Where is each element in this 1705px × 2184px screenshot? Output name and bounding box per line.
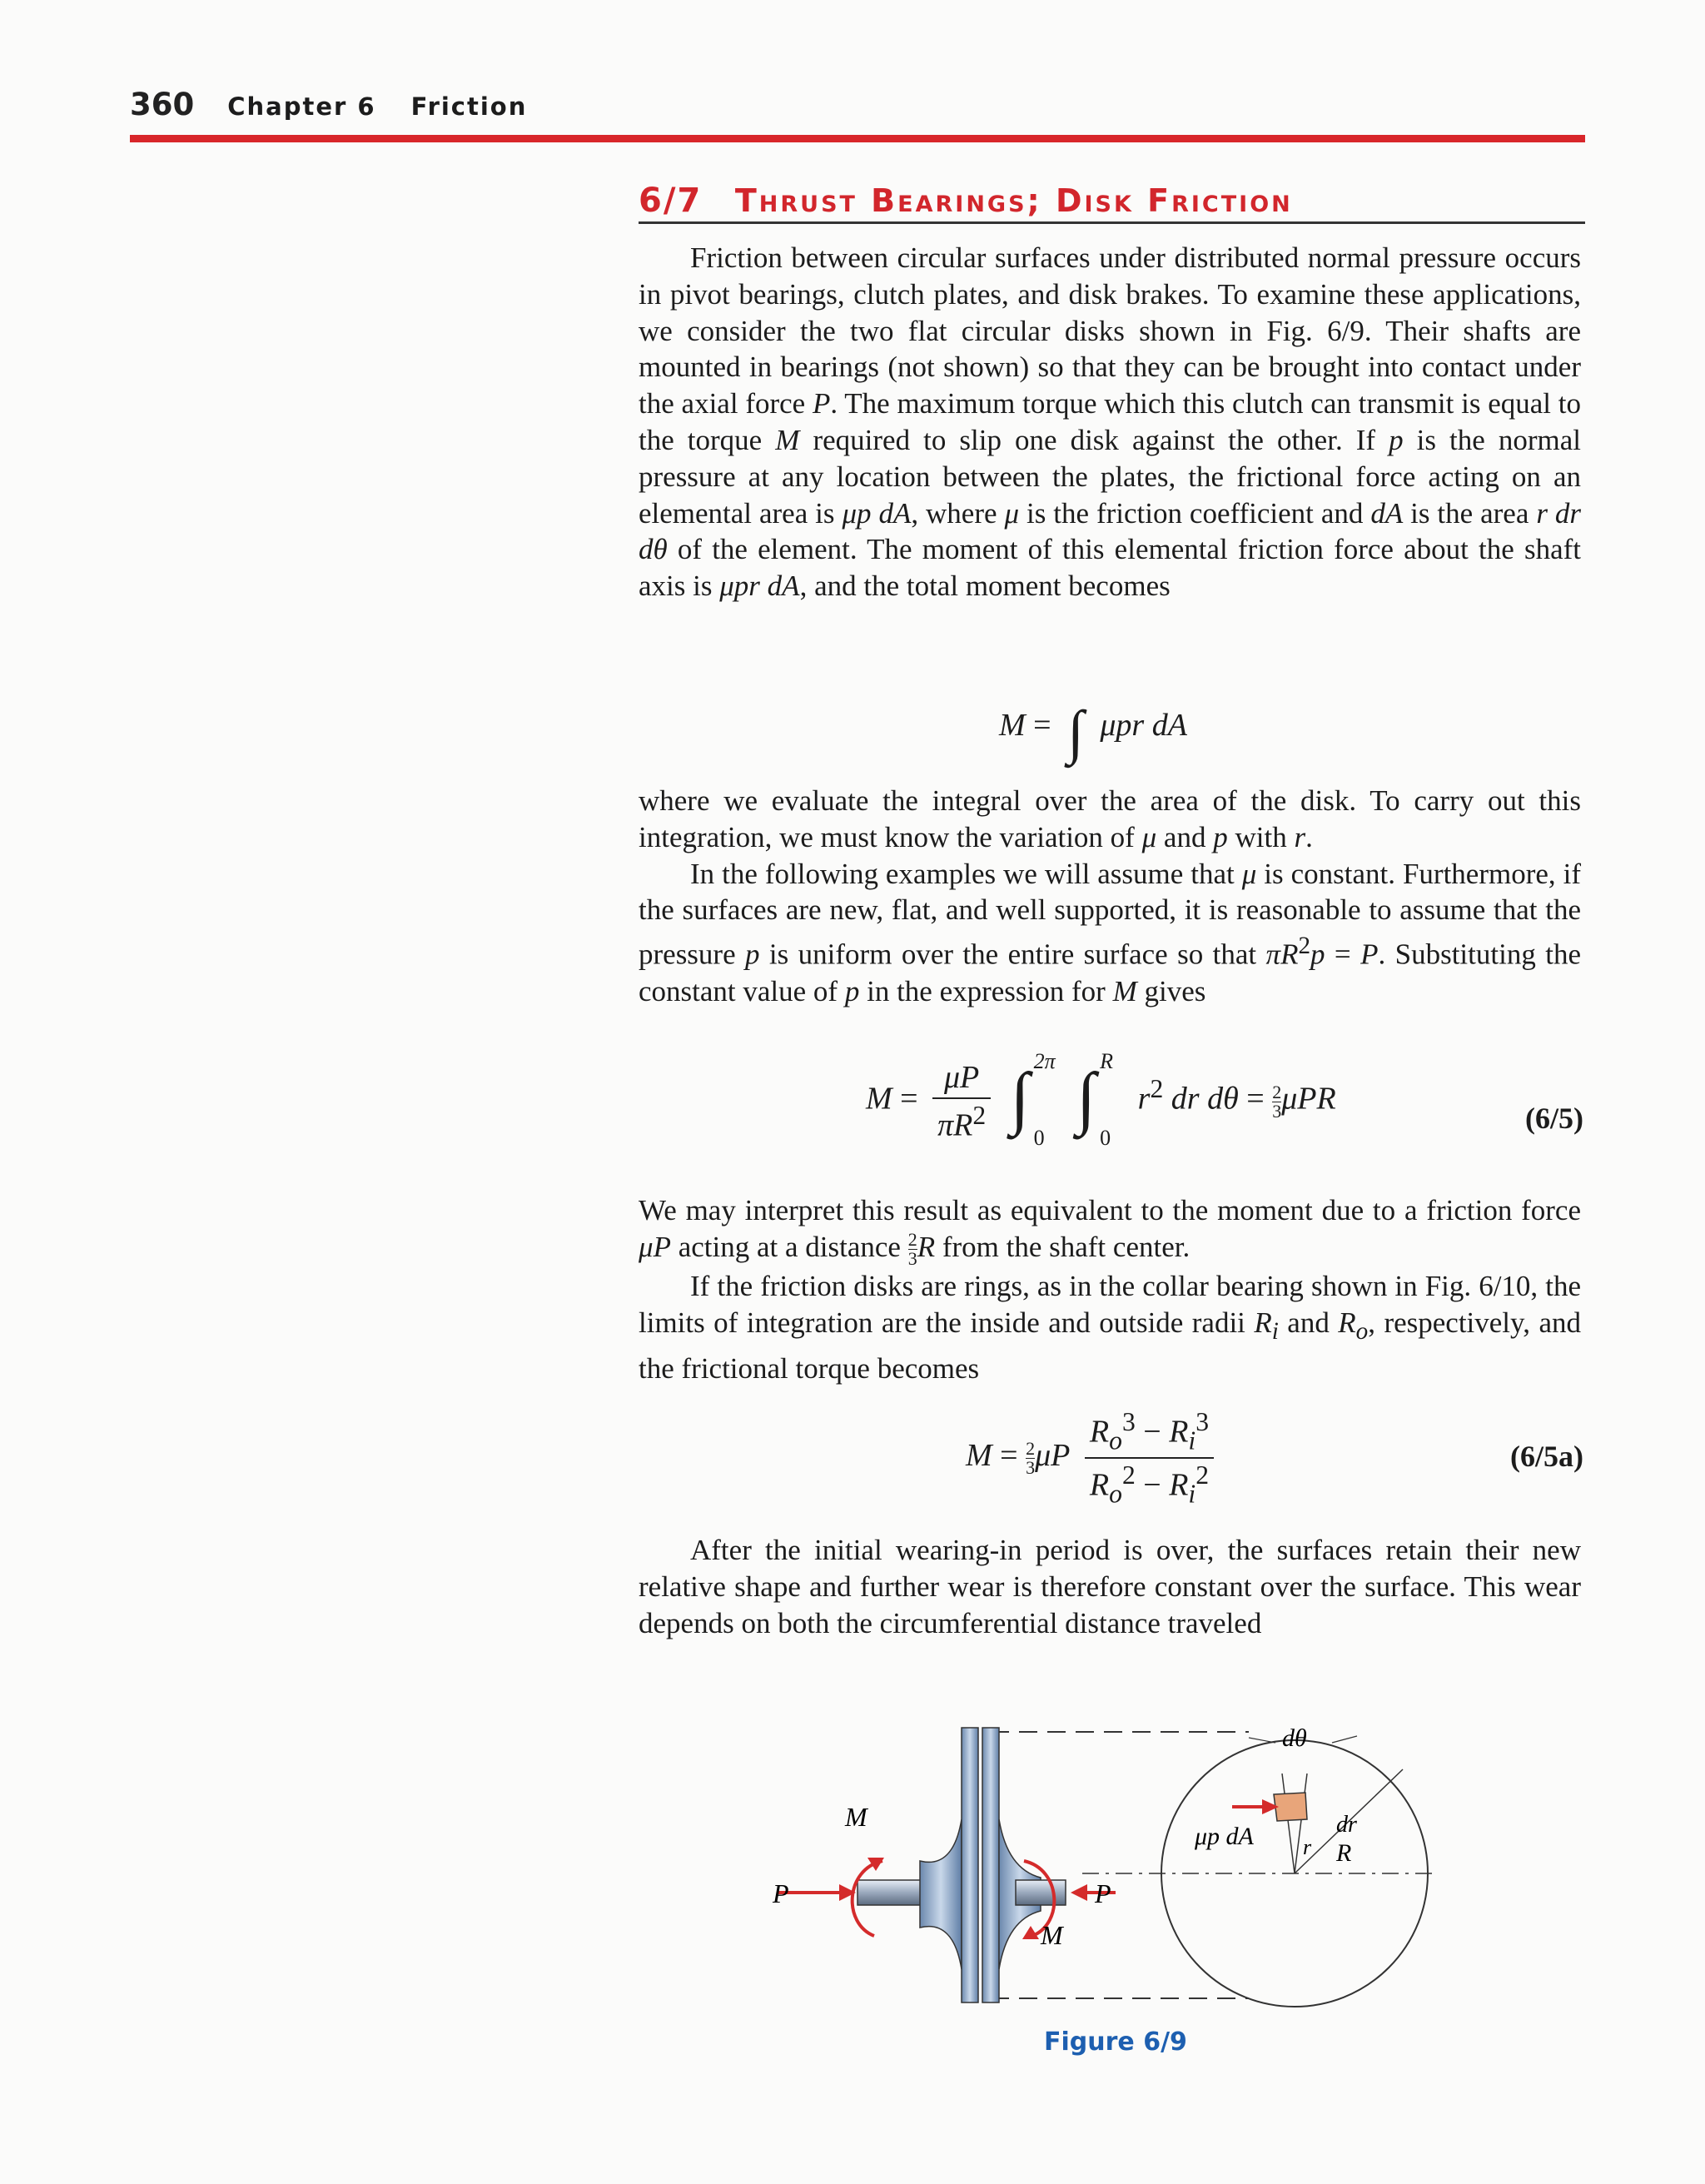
equation-moment-integral: M = ∫ μpr dA (999, 699, 1187, 765)
chapter-label: Chapter 6 (227, 92, 376, 121)
label-dtheta: dθ (1282, 1724, 1307, 1752)
figure-6-9 (749, 1694, 1449, 2019)
label-m-bottom: M (1041, 1920, 1063, 1950)
left-hub (920, 1819, 962, 1969)
integral-sign: ∫ (1067, 699, 1084, 765)
page-number: 360 (130, 87, 195, 122)
label-mu-p-da: μp dA (1195, 1823, 1254, 1850)
chapter-topic: Friction (410, 92, 528, 121)
right-disk (982, 1728, 999, 2002)
equation-number-6-5: (6/5) (1525, 1102, 1583, 1135)
fraction-radii: $\frac{R_o^3 - R_i^3}{R_o^2 - R_i^2}$ (1085, 1407, 1214, 1510)
section-number: 6/7 (639, 182, 703, 220)
paragraph-intro: Friction between circular surfaces under distributed normal pressure occurs in pivot bearings, clutch plates, and disk brakes. To examine these applications, we consider the two flat circular disks shown in Fig. 6/9. Their shafts are mounted in bearings (not shown) so that they can be brought into contact under the axial force P. The maximum torque which this clutch can transmit is equal to the torque M required to slip one disk against the other. If p is the normal pressure at any location between the plates, the frictional force acting on an elemental area is μp dA, where μ is the friction coefficient and dA is the area r dr dθ of the element. The moment of this elemental friction force about the shaft axis is μpr dA, and the total moment becomes (639, 241, 1582, 603)
running-header (130, 87, 1585, 122)
label-p-left: P (773, 1878, 789, 1908)
inner-integral: ∫ R 0 (1076, 1049, 1114, 1150)
right-shaft (1016, 1880, 1066, 1905)
section-title: Thrust Bearings; Disk Friction (734, 182, 1293, 219)
section-heading (639, 182, 1585, 224)
outer-integral: ∫ 2π 0 (1010, 1049, 1056, 1150)
figure-caption: Figure 6/9 (1044, 2027, 1187, 2057)
left-disk (962, 1728, 978, 2002)
label-m-top: M (845, 1802, 867, 1832)
fraction-muP-over-piR2: $\frac{\mu P}{\pi R^2}$ (932, 1059, 991, 1144)
eq-lhs: M (999, 708, 1026, 743)
label-R: R (1336, 1839, 1352, 1867)
equation-ring-moment: M = $\frac{2}{3}$ μP $\frac{R_o^3 - R_i^3}{R_o^2 - R_i^2}$ (966, 1407, 1220, 1510)
label-r: r (1303, 1835, 1312, 1859)
paragraph-interpretation: We may interpret this result as equivalent to the moment due to a friction force μP acting at a distance $\frac{2}{3}$ R from the shaft center. If the friction disks are rings, as in the collar bearing shown in Fig. 6/10, the limits of integration are the inside and outside radii $R_i$ and $R_o$, respectively, and the frictional torque becomes (639, 1194, 1581, 1385)
paragraph-wear: After the initial wearing-in period is over, the surfaces retain their new relative shape and further wear is therefore constant over the surface. This wear depends on both the circumferential distance traveled (639, 1534, 1581, 1639)
equation-disk-moment: M = $\frac{\mu P}{\pi R^2}$ ∫ 2π 0 ∫ R 0 $r^2$ dr dθ = $\frac{2}{3}$ μPR (866, 1049, 1336, 1150)
label-p-right: P (1095, 1878, 1111, 1908)
eq-rhs: μpr dA (1100, 708, 1187, 743)
label-dr: dr (1336, 1812, 1357, 1838)
paragraph-integration: where we evaluate the integral over the area of the disk. To carry out this integration, we must know the variation of μ and p with r. In the following examples we will assume that μ is constant. Furthermore, if the surfaces are new, flat, and well supported, it is reasonable to assume that the pressure p is uniform over the entire surface so that $\pi R^2p = P$. Substituting the constant value of p in the expression for M gives (639, 784, 1582, 1007)
header-rule (130, 135, 1585, 142)
equation-number-6-5a: (6/5a) (1510, 1440, 1583, 1473)
